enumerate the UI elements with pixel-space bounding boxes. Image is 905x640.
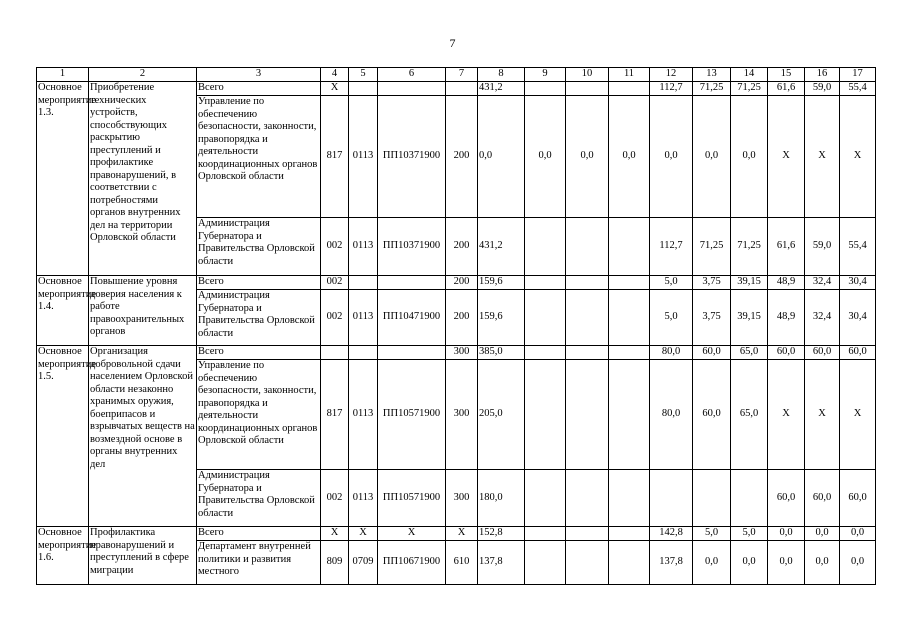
cell-c6 bbox=[378, 276, 446, 290]
cell-c7 bbox=[446, 82, 478, 96]
cell-c6: ПП10371900 bbox=[378, 96, 446, 218]
cell-c11 bbox=[609, 276, 650, 290]
col-header: 10 bbox=[566, 68, 609, 82]
cell-c7: 610 bbox=[446, 541, 478, 585]
col-header: 13 bbox=[693, 68, 731, 82]
cell-c14: 71,25 bbox=[731, 82, 768, 96]
cell-c12: 137,8 bbox=[650, 541, 693, 585]
cell-c11 bbox=[609, 470, 650, 527]
cell-c8: 0,0 bbox=[478, 96, 525, 218]
cell-c7: 200 bbox=[446, 218, 478, 276]
cell-c10 bbox=[566, 218, 609, 276]
budget-table bbox=[36, 67, 876, 585]
measure-label: Основное мероприятие 1.3. bbox=[37, 82, 89, 276]
cell-c13: 0,0 bbox=[693, 541, 731, 585]
cell-c8: 205,0 bbox=[478, 360, 525, 470]
cell-c6: ПП10371900 bbox=[378, 218, 446, 276]
cell-c6: ПП10671900 bbox=[378, 541, 446, 585]
cell-c9 bbox=[525, 290, 566, 346]
cell-c16: 59,0 bbox=[805, 82, 840, 96]
cell-c6: ПП10571900 bbox=[378, 360, 446, 470]
col-header: 12 bbox=[650, 68, 693, 82]
col-header: 2 bbox=[89, 68, 197, 82]
executor-cell: Администрация Губернатора и Правительства Орловской области bbox=[197, 470, 321, 527]
executor-cell: Администрация Губернатора и Правительства Орловской области bbox=[197, 290, 321, 346]
cell-c13 bbox=[693, 470, 731, 527]
cell-c5: 0113 bbox=[349, 96, 378, 218]
cell-c15: 61,6 bbox=[768, 218, 805, 276]
col-header: 3 bbox=[197, 68, 321, 82]
cell-c13: 60,0 bbox=[693, 346, 731, 360]
executor-cell: Всего bbox=[197, 527, 321, 541]
cell-c12: 112,7 bbox=[650, 82, 693, 96]
measure-label: Основное мероприятие 1.6. bbox=[37, 527, 89, 585]
executor-cell: Управление по обеспечению безопасности, законности, правопорядка и деятельности координационных органов Орловской области bbox=[197, 360, 321, 470]
cell-c15: Х bbox=[768, 96, 805, 218]
col-header: 8 bbox=[478, 68, 525, 82]
col-header: 17 bbox=[840, 68, 876, 82]
cell-c7: 200 bbox=[446, 96, 478, 218]
executor-cell: Всего bbox=[197, 346, 321, 360]
cell-c17: Х bbox=[840, 360, 876, 470]
cell-c10 bbox=[566, 470, 609, 527]
col-header: 15 bbox=[768, 68, 805, 82]
cell-c10 bbox=[566, 360, 609, 470]
cell-c16: 60,0 bbox=[805, 470, 840, 527]
cell-c9 bbox=[525, 346, 566, 360]
measure-label: Основное мероприятие 1.5. bbox=[37, 346, 89, 527]
table-row bbox=[37, 346, 876, 360]
cell-c13: 71,25 bbox=[693, 218, 731, 276]
cell-c9 bbox=[525, 527, 566, 541]
col-header: 6 bbox=[378, 68, 446, 82]
cell-c8: 159,6 bbox=[478, 290, 525, 346]
cell-c17: Х bbox=[840, 96, 876, 218]
cell-c17: 0,0 bbox=[840, 527, 876, 541]
cell-c8: 431,2 bbox=[478, 82, 525, 96]
cell-c15: Х bbox=[768, 360, 805, 470]
cell-c14: 5,0 bbox=[731, 527, 768, 541]
cell-c11 bbox=[609, 290, 650, 346]
cell-c6: Х bbox=[378, 527, 446, 541]
executor-cell: Управление по обеспечению безопасности, законности, правопорядка и деятельности координационных органов Орловской области bbox=[197, 96, 321, 218]
cell-c7: 300 bbox=[446, 346, 478, 360]
cell-c6: ПП10471900 bbox=[378, 290, 446, 346]
measure-title: Профилактика правонарушений и преступлений в сфере миграции bbox=[89, 527, 197, 585]
cell-c14: 39,15 bbox=[731, 290, 768, 346]
cell-c15: 48,9 bbox=[768, 290, 805, 346]
cell-c10 bbox=[566, 290, 609, 346]
cell-c4: 809 bbox=[321, 541, 349, 585]
cell-c12: 0,0 bbox=[650, 96, 693, 218]
executor-cell: Всего bbox=[197, 276, 321, 290]
table-row bbox=[37, 527, 876, 541]
cell-c7: 200 bbox=[446, 276, 478, 290]
cell-c10 bbox=[566, 82, 609, 96]
col-header: 4 bbox=[321, 68, 349, 82]
cell-c11 bbox=[609, 346, 650, 360]
cell-c14: 65,0 bbox=[731, 360, 768, 470]
cell-c4: Х bbox=[321, 82, 349, 96]
cell-c10: 0,0 bbox=[566, 96, 609, 218]
col-header: 16 bbox=[805, 68, 840, 82]
cell-c9 bbox=[525, 541, 566, 585]
cell-c16: 32,4 bbox=[805, 276, 840, 290]
cell-c6: ПП10571900 bbox=[378, 470, 446, 527]
table-row bbox=[37, 276, 876, 290]
cell-c9 bbox=[525, 360, 566, 470]
cell-c13: 0,0 bbox=[693, 96, 731, 218]
cell-c7: 200 bbox=[446, 290, 478, 346]
cell-c11: 0,0 bbox=[609, 96, 650, 218]
cell-c6 bbox=[378, 82, 446, 96]
cell-c7: Х bbox=[446, 527, 478, 541]
cell-c12: 142,8 bbox=[650, 527, 693, 541]
cell-c12: 5,0 bbox=[650, 276, 693, 290]
cell-c16: Х bbox=[805, 360, 840, 470]
cell-c14: 39,15 bbox=[731, 276, 768, 290]
cell-c14: 0,0 bbox=[731, 541, 768, 585]
cell-c4: 002 bbox=[321, 470, 349, 527]
cell-c10 bbox=[566, 346, 609, 360]
cell-c5: Х bbox=[349, 527, 378, 541]
cell-c12: 80,0 bbox=[650, 346, 693, 360]
page-number: 7 bbox=[449, 36, 456, 50]
col-header: 7 bbox=[446, 68, 478, 82]
measure-title: Приобретение технических устройств, способствующих раскрытию преступлений и профилактике правонарушений, в соответствии с потребностями органов внутренних дел на территории Орловской области bbox=[89, 82, 197, 276]
cell-c9 bbox=[525, 470, 566, 527]
col-header: 9 bbox=[525, 68, 566, 82]
cell-c11 bbox=[609, 541, 650, 585]
cell-c5: 0113 bbox=[349, 360, 378, 470]
cell-c12: 5,0 bbox=[650, 290, 693, 346]
cell-c8: 431,2 bbox=[478, 218, 525, 276]
cell-c5 bbox=[349, 346, 378, 360]
measure-title: Повышение уровня доверия населения к работе правоохранительных органов bbox=[89, 276, 197, 346]
table-row bbox=[37, 82, 876, 96]
cell-c4: 002 bbox=[321, 218, 349, 276]
cell-c7: 300 bbox=[446, 470, 478, 527]
cell-c13: 3,75 bbox=[693, 276, 731, 290]
cell-c16: Х bbox=[805, 96, 840, 218]
cell-c8: 159,6 bbox=[478, 276, 525, 290]
cell-c8: 152,8 bbox=[478, 527, 525, 541]
cell-c10 bbox=[566, 276, 609, 290]
cell-c4: 002 bbox=[321, 276, 349, 290]
cell-c4: 817 bbox=[321, 96, 349, 218]
cell-c5 bbox=[349, 276, 378, 290]
cell-c13: 71,25 bbox=[693, 82, 731, 96]
cell-c17: 55,4 bbox=[840, 218, 876, 276]
cell-c9 bbox=[525, 276, 566, 290]
measure-label: Основное мероприятие 1.4. bbox=[37, 276, 89, 346]
cell-c16: 60,0 bbox=[805, 346, 840, 360]
cell-c8: 180,0 bbox=[478, 470, 525, 527]
cell-c15: 48,9 bbox=[768, 276, 805, 290]
measure-title: Организация добровольной сдачи населением Орловской области незаконно хранимых оружия, боеприпасов и взрывчатых веществ на возмездной основе в органы внутренних дел bbox=[89, 346, 197, 527]
cell-c14: 65,0 bbox=[731, 346, 768, 360]
cell-c10 bbox=[566, 527, 609, 541]
cell-c11 bbox=[609, 82, 650, 96]
cell-c13: 60,0 bbox=[693, 360, 731, 470]
cell-c12: 112,7 bbox=[650, 218, 693, 276]
cell-c12: 80,0 bbox=[650, 360, 693, 470]
cell-c4: 817 bbox=[321, 360, 349, 470]
cell-c4: 002 bbox=[321, 290, 349, 346]
cell-c9: 0,0 bbox=[525, 96, 566, 218]
cell-c4: Х bbox=[321, 527, 349, 541]
col-header: 14 bbox=[731, 68, 768, 82]
cell-c5: 0113 bbox=[349, 470, 378, 527]
cell-c12 bbox=[650, 470, 693, 527]
cell-c16: 59,0 bbox=[805, 218, 840, 276]
cell-c5 bbox=[349, 82, 378, 96]
cell-c14: 0,0 bbox=[731, 96, 768, 218]
cell-c15: 0,0 bbox=[768, 527, 805, 541]
cell-c10 bbox=[566, 541, 609, 585]
cell-c7: 300 bbox=[446, 360, 478, 470]
cell-c16: 32,4 bbox=[805, 290, 840, 346]
header-row bbox=[37, 68, 876, 82]
cell-c14: 71,25 bbox=[731, 218, 768, 276]
cell-c5: 0709 bbox=[349, 541, 378, 585]
col-header: 11 bbox=[609, 68, 650, 82]
cell-c17: 55,4 bbox=[840, 82, 876, 96]
cell-c5: 0113 bbox=[349, 290, 378, 346]
col-header: 1 bbox=[37, 68, 89, 82]
cell-c17: 60,0 bbox=[840, 346, 876, 360]
executor-cell: Администрация Губернатора и Правительства Орловской области bbox=[197, 218, 321, 276]
cell-c17: 0,0 bbox=[840, 541, 876, 585]
cell-c4 bbox=[321, 346, 349, 360]
cell-c11 bbox=[609, 360, 650, 470]
cell-c15: 60,0 bbox=[768, 346, 805, 360]
cell-c6 bbox=[378, 346, 446, 360]
cell-c11 bbox=[609, 218, 650, 276]
cell-c17: 30,4 bbox=[840, 276, 876, 290]
cell-c17: 30,4 bbox=[840, 290, 876, 346]
cell-c15: 0,0 bbox=[768, 541, 805, 585]
cell-c16: 0,0 bbox=[805, 527, 840, 541]
cell-c16: 0,0 bbox=[805, 541, 840, 585]
cell-c8: 385,0 bbox=[478, 346, 525, 360]
cell-c9 bbox=[525, 218, 566, 276]
col-header: 5 bbox=[349, 68, 378, 82]
cell-c13: 3,75 bbox=[693, 290, 731, 346]
cell-c11 bbox=[609, 527, 650, 541]
executor-cell: Всего bbox=[197, 82, 321, 96]
cell-c15: 61,6 bbox=[768, 82, 805, 96]
cell-c17: 60,0 bbox=[840, 470, 876, 527]
cell-c8: 137,8 bbox=[478, 541, 525, 585]
cell-c9 bbox=[525, 82, 566, 96]
executor-cell: Департамент внутренней политики и развития местного bbox=[197, 541, 321, 585]
cell-c14 bbox=[731, 470, 768, 527]
cell-c15: 60,0 bbox=[768, 470, 805, 527]
cell-c5: 0113 bbox=[349, 218, 378, 276]
cell-c13: 5,0 bbox=[693, 527, 731, 541]
